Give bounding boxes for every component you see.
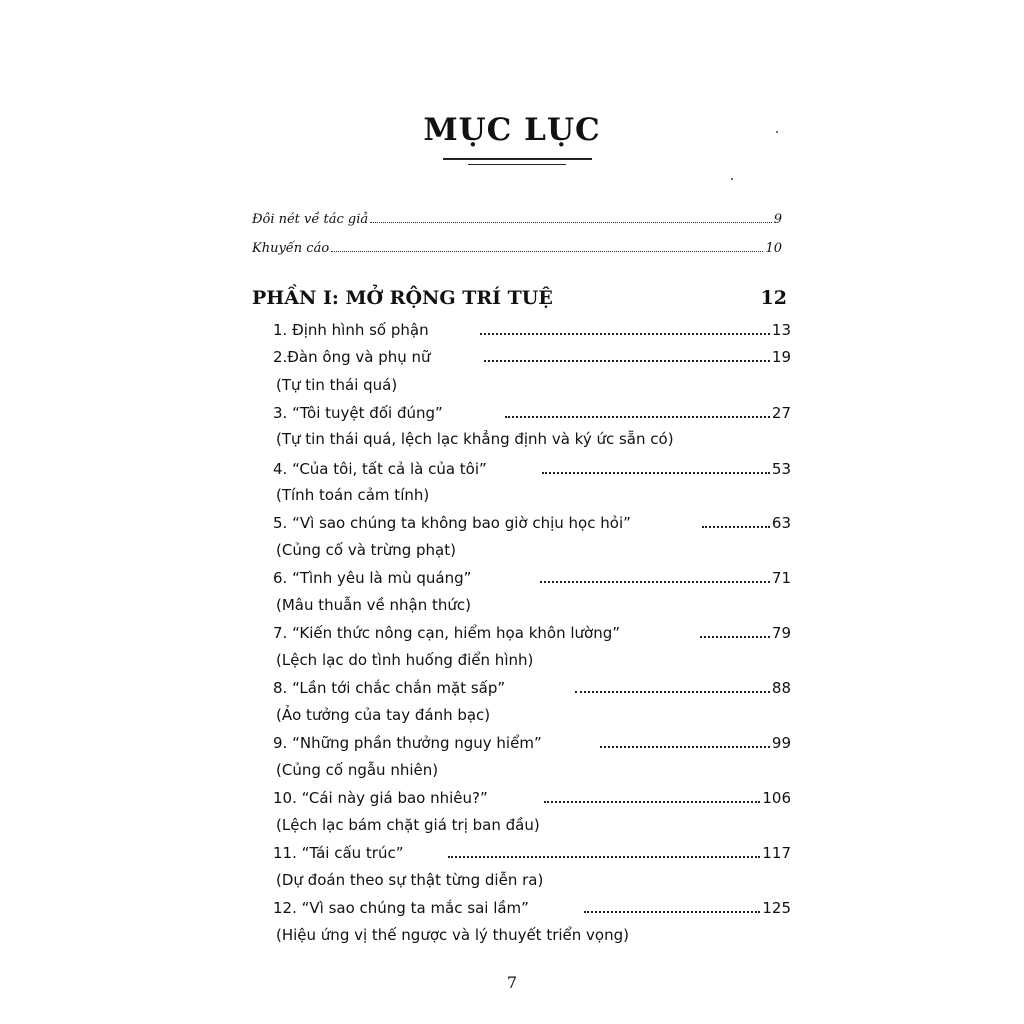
toc-entry xyxy=(273,784,791,811)
leader-dots xyxy=(484,343,770,362)
leader-dots xyxy=(575,674,770,693)
leader-dots xyxy=(370,207,772,223)
entry-page: 10 xyxy=(765,241,782,256)
entry-page: 71 xyxy=(771,569,791,587)
entry-subtitle: (Lệch lạc bám chặt giá trị ban đầu) xyxy=(276,816,540,834)
entry-label: 1. Định hình số phận xyxy=(273,321,429,339)
entry-label: 2.Đàn ông và phụ nữ xyxy=(273,348,431,366)
leader-dots xyxy=(584,894,760,913)
leader-dots xyxy=(480,316,770,335)
entry-subtitle: (Mâu thuẫn về nhận thức) xyxy=(276,596,471,614)
toc-entry xyxy=(273,729,791,756)
entry-label: Khuyến cáo xyxy=(252,241,330,256)
title-underline xyxy=(443,158,592,160)
entry-subtitle: (Dự đoán theo sự thật từng diễn ra) xyxy=(276,871,544,889)
entry-page: 19 xyxy=(771,348,791,366)
entry-page: 88 xyxy=(771,679,791,697)
page-title: MỤC LỤC xyxy=(423,112,601,148)
entry-label: 12. “Vì sao chúng ta mắc sai lầm” xyxy=(273,899,529,917)
entry-label: 9. “Những phần thưởng nguy hiểm” xyxy=(273,734,542,752)
entry-label: 4. “Của tôi, tất cả là của tôi” xyxy=(273,460,487,478)
front-matter-entry xyxy=(252,207,782,231)
leader-dots xyxy=(540,564,770,583)
entry-page: 125 xyxy=(762,899,791,917)
entry-label: 6. “Tình yêu là mù quáng” xyxy=(273,569,472,587)
toc-entry xyxy=(273,674,791,701)
print-speck xyxy=(776,131,778,133)
leader-dots xyxy=(702,509,770,528)
entry-subtitle: (Củng cố và trừng phạt) xyxy=(276,541,456,559)
page-number: 7 xyxy=(506,973,518,992)
entry-page: 53 xyxy=(771,460,791,478)
leader-dots xyxy=(700,619,770,638)
entry-label: 7. “Kiến thức nông cạn, hiểm họa khôn lường” xyxy=(273,624,620,642)
toc-entry xyxy=(273,399,791,426)
entry-page: 13 xyxy=(771,321,791,339)
leader-dots xyxy=(542,455,770,474)
toc-entry xyxy=(273,839,791,866)
entry-label: 3. “Tôi tuyệt đối đúng” xyxy=(273,404,443,422)
title-underline-thin xyxy=(468,164,566,165)
entry-subtitle: (Lệch lạc do tình huống điển hình) xyxy=(276,651,534,669)
entry-page: 27 xyxy=(771,404,791,422)
entry-page: 106 xyxy=(762,789,791,807)
print-speck xyxy=(731,178,733,180)
toc-entry xyxy=(273,343,791,370)
entry-page: 9 xyxy=(773,212,782,227)
entry-label: Đôi nét về tác giả xyxy=(252,212,369,227)
entry-subtitle: (Tự tin thái quá, lệch lạc khẳng định và ký ức sẵn có) xyxy=(276,430,674,448)
leader-dots xyxy=(505,399,770,418)
toc-entry xyxy=(273,619,791,646)
entry-subtitle: (Hiệu ứng vị thế ngược và lý thuyết triển vọng) xyxy=(276,926,629,944)
toc-entry xyxy=(273,316,791,343)
leader-dots xyxy=(600,729,770,748)
toc-entry xyxy=(273,564,791,591)
entry-subtitle: (Tự tin thái quá) xyxy=(276,376,398,394)
leader-dots xyxy=(331,236,763,252)
entry-label: 8. “Lần tới chắc chắn mặt sấp” xyxy=(273,679,506,697)
entry-label: 11. “Tái cấu trúc” xyxy=(273,844,404,862)
entry-page: 117 xyxy=(762,844,791,862)
entry-subtitle: (Củng cố ngẫu nhiên) xyxy=(276,761,439,779)
front-matter-entry xyxy=(252,236,782,260)
entry-label: 5. “Vì sao chúng ta không bao giờ chịu học hỏi” xyxy=(273,514,631,532)
entry-label: 10. “Cái này giá bao nhiêu?” xyxy=(273,789,488,807)
toc-entry xyxy=(273,455,791,482)
part-page: 12 xyxy=(760,287,787,309)
entry-page: 99 xyxy=(771,734,791,752)
part-heading xyxy=(252,287,787,309)
leader-dots xyxy=(544,784,760,803)
toc-entry xyxy=(273,894,791,921)
toc-entry xyxy=(273,509,791,536)
leader-dots xyxy=(448,839,760,858)
entry-page: 79 xyxy=(771,624,791,642)
part-label: PHẦN I: MỞ RỘNG TRÍ TUỆ xyxy=(252,287,553,309)
entry-page: 63 xyxy=(771,514,791,532)
entry-subtitle: (Ảo tưởng của tay đánh bạc) xyxy=(276,706,491,724)
entry-subtitle: (Tính toán cảm tính) xyxy=(276,486,430,504)
